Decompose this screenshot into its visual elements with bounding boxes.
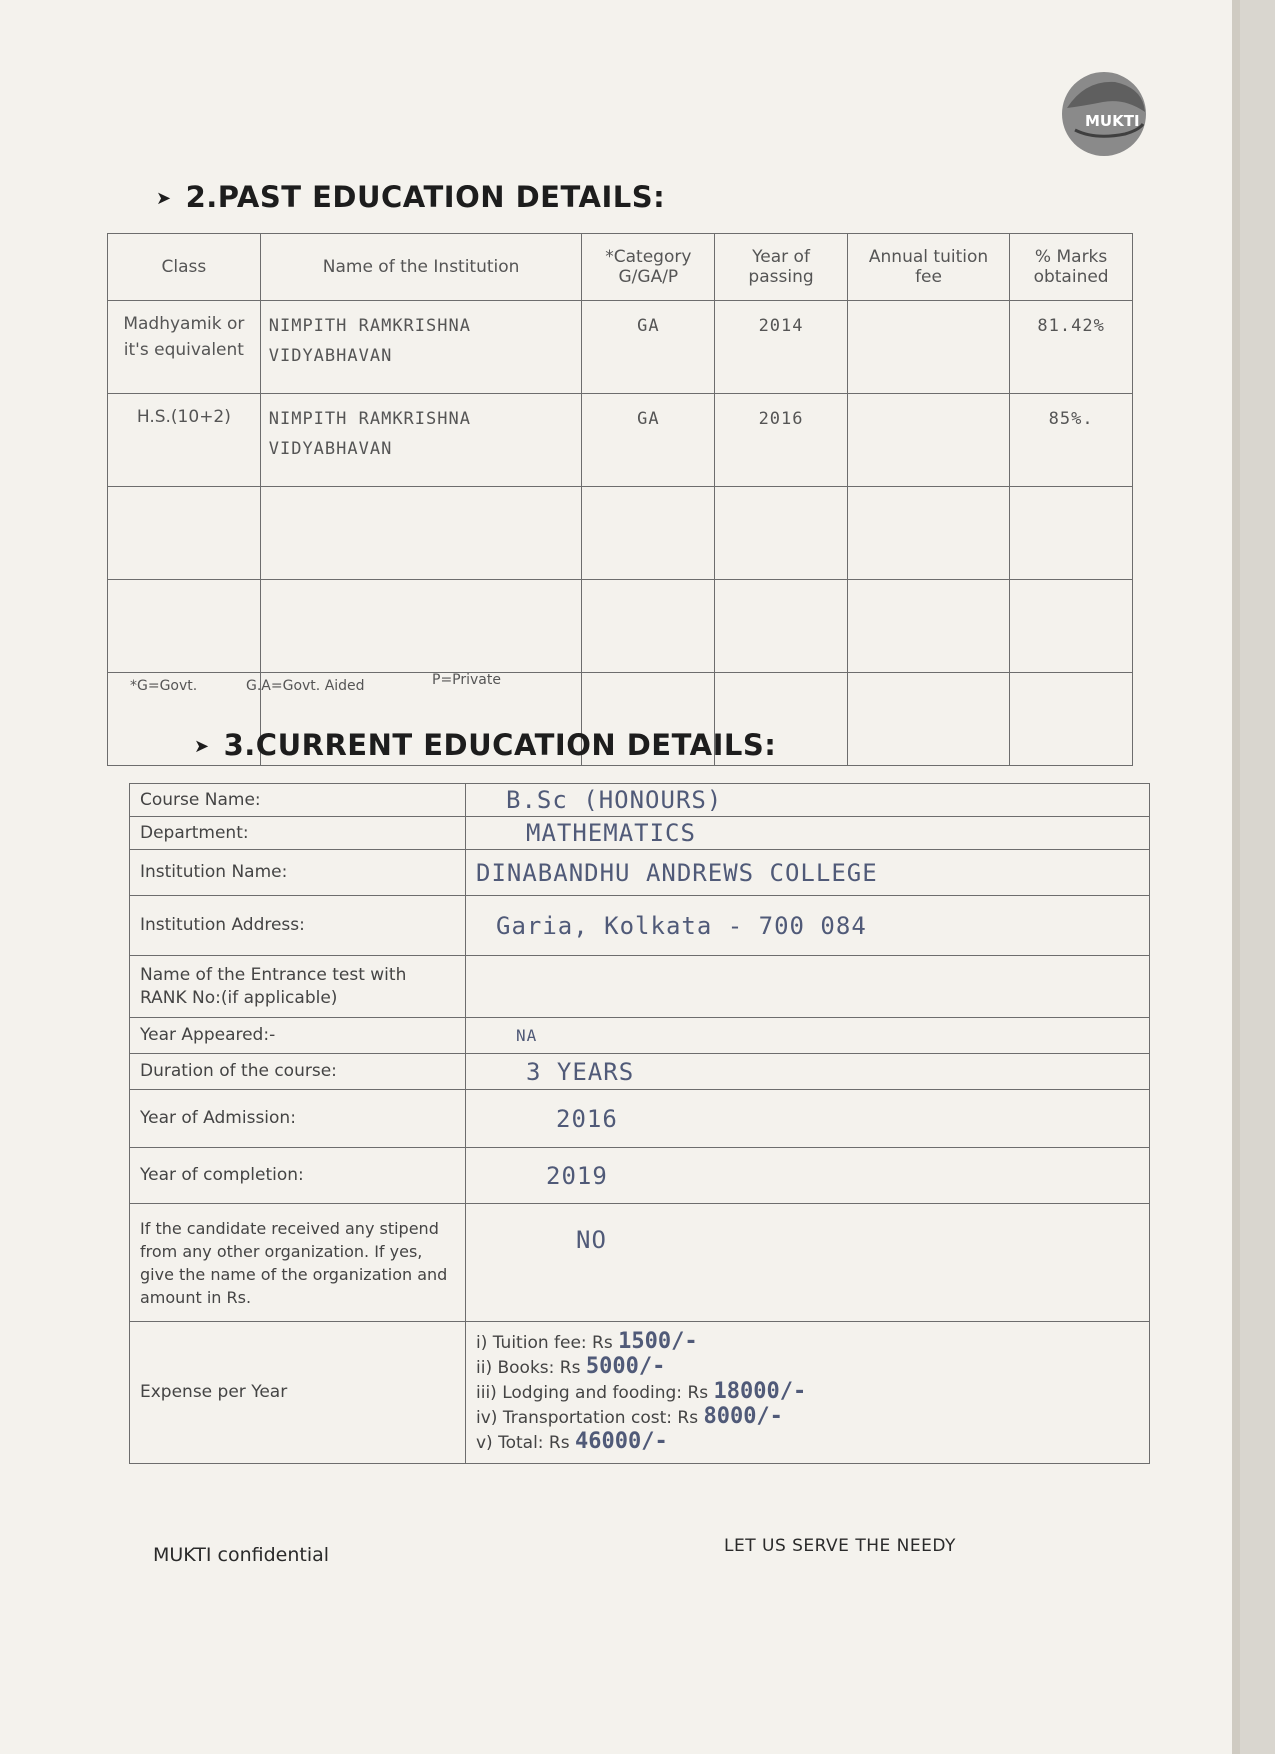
marks-cell: 85%. [1010,394,1133,487]
class-cell: H.S.(10+2) [108,394,261,487]
books-amount: 5000/- [585,1354,666,1379]
fee-cell [847,580,1009,673]
table-row [130,1148,1150,1204]
legend-private: P=Private [432,672,501,688]
table-row [130,784,1150,817]
past-education-heading-text: 2.PAST EDUCATION DETAILS: [185,180,666,214]
year-appeared-label: Year Appeared:- [130,1018,466,1054]
institution-cell [260,580,582,673]
class-cell [108,580,261,673]
fee-cell [847,301,1009,394]
entrance-test-label: Name of the Entrance test with RANK No:(if applicable) [130,956,466,1018]
lodging-label: iii) Lodging and fooding: Rs [476,1383,709,1403]
header-category: *Category G/GA/P [582,234,715,301]
table-row [130,850,1150,896]
table-row [130,1322,1150,1464]
expense-tuition [476,1330,1139,1355]
year-completion-value: 2019 [466,1148,1150,1204]
department-label: Department: [130,817,466,850]
category-cell: GA [582,301,715,394]
fee-cell [847,673,1009,766]
stipend-value: NO [466,1204,1150,1322]
marks-cell [1010,673,1133,766]
institution-address-value: Garia, Kolkata - 700 084 [466,896,1150,956]
transport-label: iv) Transportation cost: Rs [476,1408,699,1428]
table-row [130,1018,1150,1054]
arrow-icon: ➤ [156,188,172,209]
current-education-table [129,783,1150,1464]
class-cell [108,487,261,580]
footer-confidential: MUKTI confidential [153,1544,330,1566]
marks-cell [1010,487,1133,580]
legend-aided: G.A=Govt. Aided [246,678,365,694]
institution-name-value: DINABANDHU ANDREWS COLLEGE [466,850,1150,896]
stipend-label: If the candidate received any stipend from any other organization. If yes, give the name of the organization and amount in Rs. [130,1204,466,1322]
year-admission-label: Year of Admission: [130,1090,466,1148]
entrance-test-value [466,956,1150,1018]
category-cell: GA [582,394,715,487]
table-row [130,1090,1150,1148]
year-cell [715,580,848,673]
class-cell: Madhyamik or it's equivalent [108,301,261,394]
lodging-amount: 18000/- [713,1379,807,1404]
year-cell: 2016 [715,394,848,487]
year-cell [715,487,848,580]
marks-cell [1010,580,1133,673]
duration-value: 3 YEARS [466,1054,1150,1090]
year-appeared-value: NA [466,1018,1150,1054]
header-fee: Annual tuition fee [847,234,1009,301]
table-row [130,1054,1150,1090]
marks-cell: 81.42% [1010,301,1133,394]
header-class: Class [108,234,261,301]
total-label: v) Total: Rs [476,1433,570,1453]
expense-transport [476,1405,1139,1430]
year-admission-value: 2016 [466,1090,1150,1148]
institution-address-label: Institution Address: [130,896,466,956]
header-year: Year of passing [715,234,848,301]
fee-cell [847,394,1009,487]
course-name-value: B.Sc (HONOURS) [466,784,1150,817]
table-row [108,487,1133,580]
table-row [130,956,1150,1018]
year-cell: 2014 [715,301,848,394]
table-row [108,580,1133,673]
category-cell [582,580,715,673]
table-row [108,301,1133,394]
expense-books [476,1355,1139,1380]
institution-name-label: Institution Name: [130,850,466,896]
institution-cell: NIMPITH RAMKRISHNA VIDYABHAVAN [260,394,582,487]
institution-cell [260,487,582,580]
logo-text: MUKTI [1085,112,1140,130]
table-row [130,896,1150,956]
total-amount: 46000/- [575,1429,668,1454]
header-institution: Name of the Institution [260,234,582,301]
tuition-amount: 1500/- [618,1329,698,1354]
current-education-heading [194,728,776,762]
current-education-heading-text: 3.CURRENT EDUCATION DETAILS: [223,728,777,762]
expense-cell [466,1322,1150,1464]
header-marks: % Marks obtained [1010,234,1133,301]
department-value: MATHEMATICS [466,817,1150,850]
course-name-label: Course Name: [130,784,466,817]
fee-cell [847,487,1009,580]
expense-lodging [476,1380,1139,1405]
transport-amount: 8000/- [703,1404,783,1429]
institution-cell: NIMPITH RAMKRISHNA VIDYABHAVAN [260,301,582,394]
table-row [108,394,1133,487]
footer-tagline: LET US SERVE THE NEEDY [724,1536,956,1556]
mukti-logo [1055,68,1153,160]
table-row [130,1204,1150,1322]
arrow-icon: ➤ [194,736,210,757]
year-completion-label: Year of completion: [130,1148,466,1204]
table-row [130,817,1150,850]
tuition-label: i) Tuition fee: Rs [476,1333,613,1353]
expense-label: Expense per Year [130,1322,466,1464]
duration-label: Duration of the course: [130,1054,466,1090]
books-label: ii) Books: Rs [476,1358,581,1378]
expense-total [476,1430,1139,1455]
past-education-heading [156,180,665,214]
table-header-row [108,234,1133,301]
category-cell [582,487,715,580]
legend-govt: *G=Govt. [130,678,198,694]
